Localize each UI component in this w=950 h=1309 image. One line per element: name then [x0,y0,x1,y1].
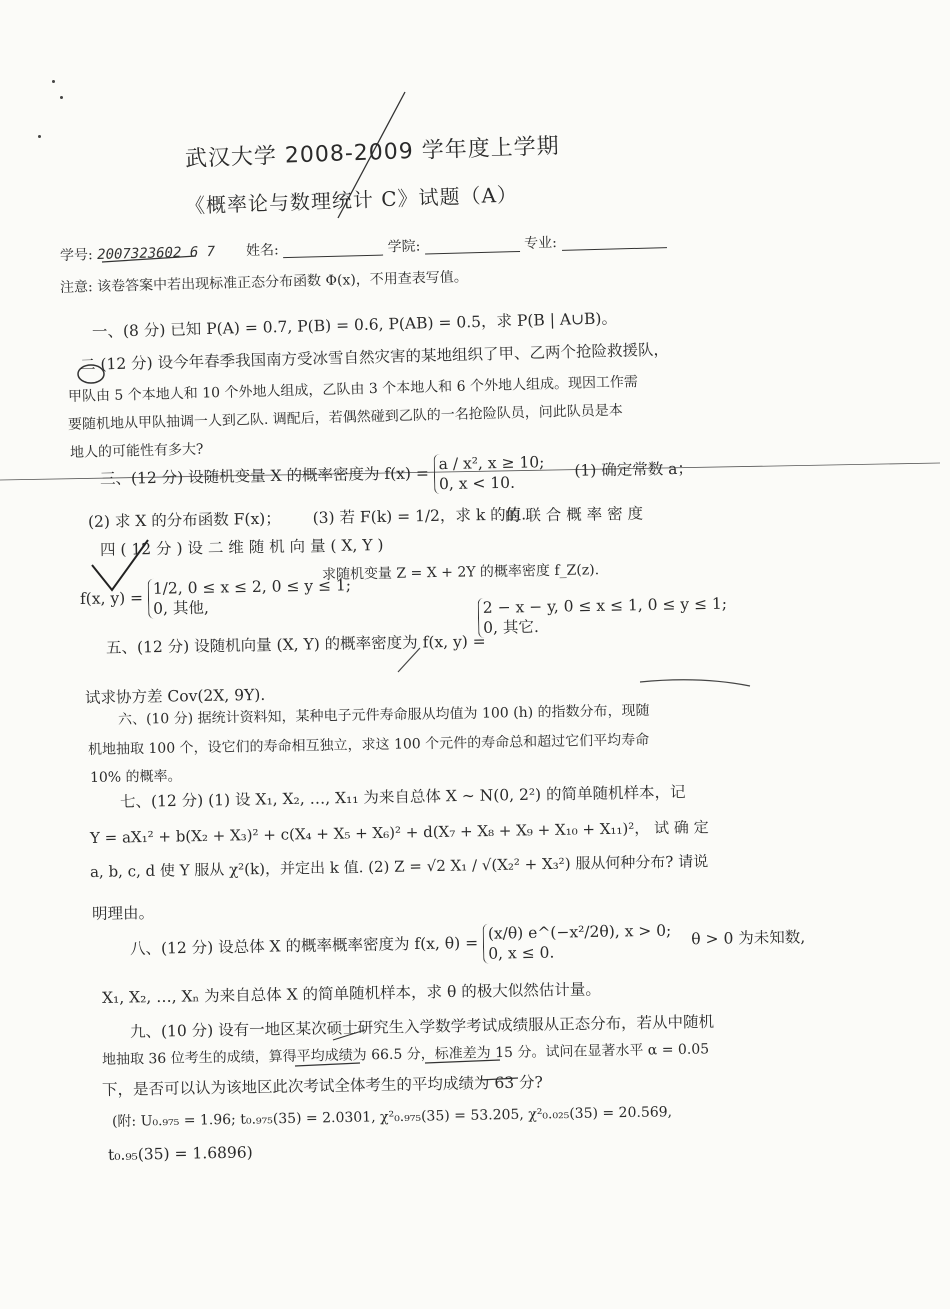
piecewise-case: 0, 其他, [153,598,210,618]
question-9-table-values: (附: U₀.₉₇₅ = 1.96; t₀.₉₇₅(35) = 2.0301, χ²₀.₉₇₅(35) = 53.205, χ²₀.₀₂₅(35) = 20.569, [111,1104,673,1130]
question-9-line: 下，是否可以认为该地区此次考试全体考生的平均成绩为 63 分? [101,1073,543,1099]
question-4-f: f(x, y) = [79,588,144,608]
question-8-param: θ > 0 为未知数, [691,928,806,949]
scan-speck [60,96,63,99]
name-field[interactable] [283,240,383,258]
piecewise-case: 0, x ≤ 0. [488,943,555,963]
question-5-lead: 五、(12 分) 设随机向量 (X, Y) 的概率密度为 f(x, y) = [105,632,486,657]
question-2-marker: 二 [79,355,96,374]
question-7-line: a, b, c, d 使 Y 服从 χ²(k)，并定出 k 值. (2) Z = √2 X₁ / √(X₂² + X₃²) 服从何种分布? 请说 [89,852,709,881]
question-4-tail: 的 联 合 概 率 密 度 [504,504,644,525]
question-6-line: 10% 的概率。 [89,768,182,786]
piecewise-case: (x/θ) e^(−x²/2θ), x > 0; [487,921,672,943]
piecewise-case: a / x², x ≥ 10; [438,453,545,474]
student-id-label: 学号: [59,247,93,264]
question-5-ask: 试求协方差 Cov(2X, 9Y). [84,685,266,707]
exam-subtitle: 《概率论与数理统计 C》试题（A） [184,182,519,218]
major-label: 专业: [523,234,558,252]
question-4-marker: 四 [99,540,116,559]
student-info-row [60,230,667,266]
question-8-line: X₁, X₂, …, Xₙ 为来自总体 X 的简单随机样本，求 θ 的极大似然估计量。 [101,980,601,1007]
question-4-ask: 求随机变量 Z = X + 2Y 的概率密度 f_Z(z). [321,562,600,583]
piecewise-case: 0, 其它. [483,617,539,637]
question-2-line: 地人的可能性有多大? [69,441,204,461]
question-6-line: 六、(10 分) 据统计资料知，某种电子元件寿命服从均值为 100 (h) 的指数分布，现随 [117,702,650,728]
question-8-lead: 八、(12 分) 设总体 X 的概率概率密度为 f(x, θ) = [129,933,479,958]
question-4-text: ( 12 分 ) 设 二 维 随 机 向 量 ( X, Y ) [120,536,384,559]
question-4-piecewise [148,575,352,619]
question-2-text: (12 分) 设今年春季我国南方受冰雪自然灾害的某地组织了甲、乙两个抢险救援队， [100,340,670,374]
question-2-first-line [80,340,669,375]
scan-speck [38,135,41,138]
question-7-line: 明理由。 [91,903,155,923]
student-id-value: 2007323602 6 7 [96,243,216,264]
scan-speck [52,80,55,83]
piecewise-case: 0, x < 10. [438,473,516,494]
question-8-definition [130,918,806,970]
question-5-piecewise [478,594,728,638]
question-3-parts [88,504,526,532]
exam-notice: 注意: 该卷答案中若出现标准正态分布函数 Φ(x)，不用查表写值。 [59,269,468,296]
question-7-formula: Y = aX₁² + b(X₂ + X₃)² + c(X₄ + X₅ + X₆)² + d(X₇ + X₈ + X₉ + X₁₀ + X₁₁)²， 试 确 定 [89,818,709,847]
question-3-part-1: (1) 确定常数 a； [574,459,694,480]
school-label: 学院: [387,238,421,256]
question-3-piecewise [434,452,545,494]
major-field[interactable] [561,233,666,251]
question-1: 一、(8 分) 已知 P(A) = 0.7, P(B) = 0.6, P(AB) = 0.5，求 P(B | A∪B)。 [91,309,618,341]
question-4-density [80,575,352,620]
exam-title: 武汉大学 2008-2009 学年度上学期 [184,133,561,172]
question-3-part-2: (2) 求 X 的分布函数 F(x)； [87,509,281,531]
question-6-line: 机地抽取 100 个，设它们的寿命相互独立，求这 100 个元件的寿命总和超过它们平均寿命 [87,732,650,758]
piecewise-case: 1/2, 0 ≤ x ≤ 2, 0 ≤ y ≤ 1; [152,576,352,598]
question-9-line: 地抽取 36 位考生的成绩，算得平均成绩为 66.5 分，标准差为 15 分。试问在显著水平 α = 0.05 [101,1041,710,1068]
question-9-line: 九、(10 分) 设有一地区某次硕士研究生入学数学考试成绩服从正态分布，若从中随机 [129,1012,715,1041]
name-label: 姓名: [245,242,279,260]
piecewise-brace [478,594,728,638]
question-7-line: 七、(12 分) (1) 设 X₁, X₂, …, X₁₁ 为来自总体 X ~ N(0, 2²) 的简单随机样本，记 [119,783,686,811]
piecewise-case: 2 − x − y, 0 ≤ x ≤ 1, 0 ≤ y ≤ 1; [482,594,728,617]
question-2-line: 甲队由 5 个本地人和 10 个外地人组成，乙队由 3 个本地人和 6 个外地人组成。现因工作需 [67,374,639,405]
school-field[interactable] [425,236,520,253]
question-9-table-values: t₀.₉₅(35) = 1.6896) [107,1143,253,1164]
question-8-piecewise [483,921,672,964]
question-4-head [100,535,384,560]
question-3-lead: 三、(12 分) 设随机变量 X 的概率密度为 f(x) = [99,464,430,488]
question-3-part-3: (3) 若 F(k) = 1/2，求 k 的值. [312,505,527,528]
question-2-line: 要随机地从甲队抽调一人到乙队. 调配后，若偶然碰到乙队的一名抢险队员，问此队员是本 [67,402,623,433]
pen-stroke-q5b [640,680,750,686]
